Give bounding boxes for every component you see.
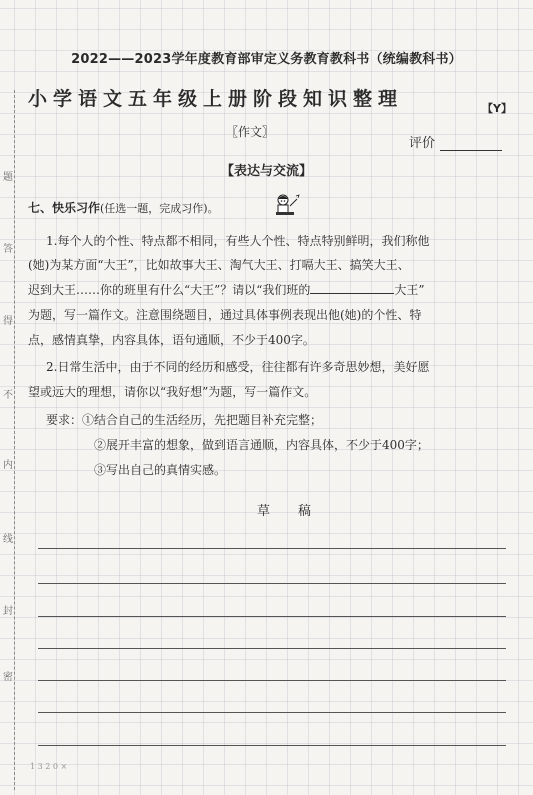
option1-line-text: 迟到大王……你的班里有什么“大王”？请以“我们班的 [28, 283, 311, 297]
draft-writing-line[interactable] [38, 745, 506, 746]
draft-writing-line[interactable] [38, 648, 506, 649]
draft-writing-line[interactable] [38, 548, 506, 549]
evaluation-blank[interactable] [440, 150, 502, 151]
draft-writing-line[interactable] [38, 712, 506, 713]
option1-line: (她)为某方面“大王”，比如故事大王、淘气大王、打嗝大王、搞笑大王、 [28, 258, 410, 272]
title-fill-blank[interactable] [310, 281, 394, 294]
option1-line [28, 281, 425, 298]
draft-writing-line[interactable] [38, 583, 506, 584]
title-tag: 【Y】 [482, 102, 512, 115]
option1-line: 1.每个人的个性、特点都不相同，有些人个性、特点特别鲜明，我们称他 [46, 234, 430, 248]
footer-mark: 1 3 2 0 × [30, 762, 68, 771]
writing-student-icon [272, 193, 302, 219]
draft-title: 草稿 [257, 504, 340, 519]
option1-line: 为题，写一篇作文。注意围绕题目，通过具体事例表现出他(她)的个性、特 [28, 308, 422, 322]
textbook-header: 2022——2023学年度教育部审定义务教育教科书（统编教科书） [71, 52, 462, 67]
requirement-line [46, 411, 322, 428]
margin-char: 密 [3, 672, 13, 683]
draft-writing-line[interactable] [38, 616, 506, 617]
margin-char: 线 [3, 534, 13, 545]
question-heading-text: 七、快乐习作 [28, 201, 101, 215]
requirement-item: ③写出自己的真情实感。 [94, 463, 227, 477]
subsection-title: 【表达与交流】 [220, 164, 312, 179]
question-heading [28, 199, 219, 216]
margin-char: 内 [3, 460, 13, 471]
margin-char: 答 [3, 244, 13, 255]
option2-line: 2.日常生活中，由于不同的经历和感受，往往都有许多奇思妙想，美好愿 [46, 360, 430, 374]
draft-writing-line[interactable] [38, 680, 506, 681]
binding-dashed-line [14, 90, 15, 790]
question-note: (任选一题，完成习作)。 [100, 202, 219, 215]
page-title: 小学语文五年级上册阶段知识整理 [28, 88, 404, 110]
margin-char: 不 [3, 390, 13, 401]
requirement-item: ②展开丰富的想象，做到语言通顺，内容具体，不少于400字； [94, 438, 429, 452]
section-tag: 〖作文〗 [226, 125, 275, 139]
requirement-item: ①结合自己的生活经历，先把题目补充完整； [82, 413, 323, 427]
margin-char: 封 [3, 606, 13, 617]
option1-line-text: 大王” [394, 283, 425, 297]
margin-char: 得 [3, 316, 13, 327]
option2-line: 望或远大的理想，请你以“我好想”为题，写一篇作文。 [28, 385, 317, 399]
evaluation-label: 评价 [409, 136, 436, 151]
margin-char: 题 [3, 172, 13, 183]
requirements-label: 要求： [46, 413, 83, 427]
option1-line: 点，感情真挚，内容具体，语句通顺，不少于400字。 [28, 333, 315, 347]
